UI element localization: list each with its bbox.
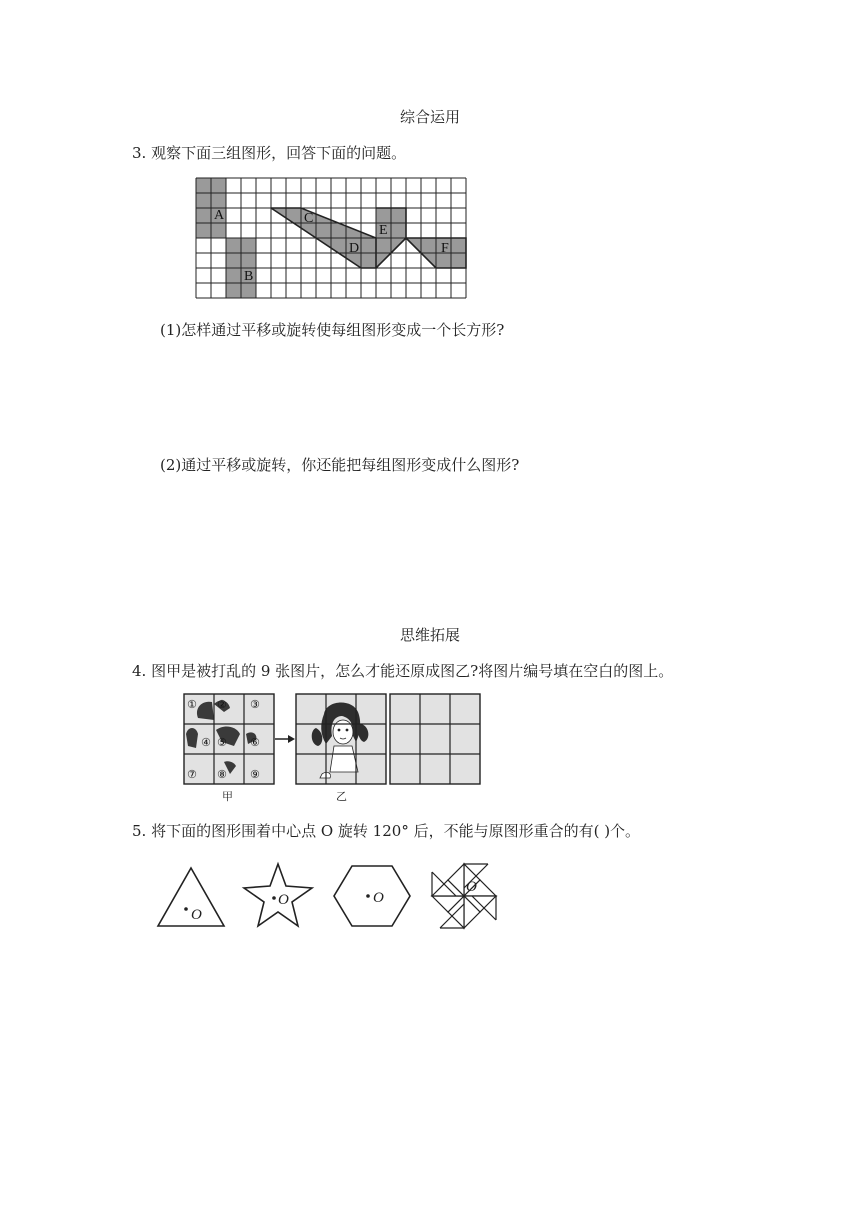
label-e: E <box>379 223 388 238</box>
star-center-label: O <box>278 892 289 908</box>
hexagon-center-label: O <box>373 890 384 906</box>
q3-grid-figure <box>196 178 468 300</box>
tile-4: ④ <box>201 736 211 749</box>
q3-sub1: (1)怎样通过平移或旋转使每组图形变成一个长方形? <box>160 321 505 339</box>
triangle-center-label: O <box>191 907 202 923</box>
q5-stem: 5. 将下面的图形围着中心点 O 旋转 120° 后，不能与原图形重合的有( )个。 <box>132 822 641 840</box>
section-title-extend: 思维拓展 <box>400 626 461 644</box>
tile-2: ② <box>217 698 227 711</box>
arrow-icon <box>274 733 296 745</box>
triangle-shape <box>156 866 226 928</box>
q4-answer-grid[interactable] <box>390 694 480 784</box>
q3-sub2: (2)通过平移或旋转，你还能把每组图形变成什么图形? <box>160 456 520 474</box>
tile-5: ⑤ <box>217 736 227 749</box>
label-b: B <box>244 269 254 284</box>
star-shape <box>242 862 314 928</box>
tile-7: ⑦ <box>187 768 197 781</box>
caption-jia: 甲 <box>222 790 233 803</box>
label-d: D <box>349 241 360 256</box>
pinwheel-shape <box>428 860 500 932</box>
pinwheel-center-label: O <box>466 879 477 895</box>
tile-1: ① <box>187 698 197 711</box>
label-a: A <box>214 208 225 223</box>
label-f: F <box>441 241 449 256</box>
caption-yi: 乙 <box>336 790 347 803</box>
label-c: C <box>304 211 314 226</box>
tile-6: ⑥ <box>250 736 260 749</box>
tile-8: ⑧ <box>217 768 227 781</box>
section-title-apply: 综合运用 <box>400 108 461 126</box>
tile-3: ③ <box>250 698 260 711</box>
q4-figure-yi <box>296 694 386 784</box>
tile-9: ⑨ <box>250 768 260 781</box>
q4-figure-jia <box>184 694 274 784</box>
q4-stem: 4. 图甲是被打乱的 9 张图片，怎么才能还原成图乙?将图片编号填在空白的图上。 <box>132 662 674 680</box>
hexagon-shape <box>332 864 412 928</box>
q3-stem: 3. 观察下面三组图形，回答下面的问题。 <box>132 144 407 162</box>
